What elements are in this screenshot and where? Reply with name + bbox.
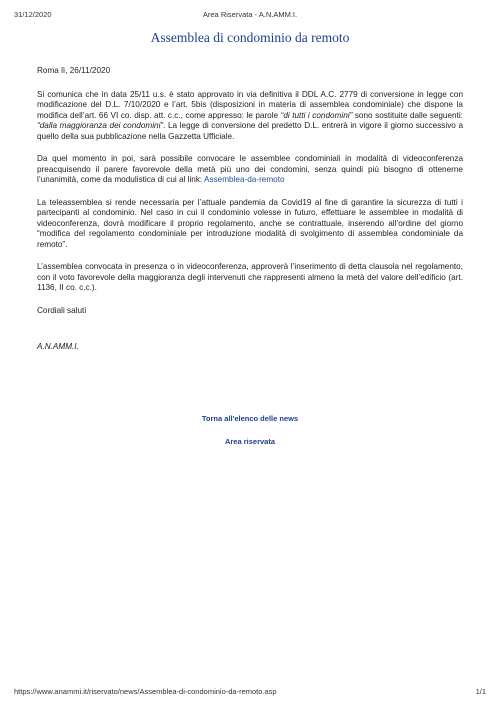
paragraph-approval: L’assemblea convocata in presenza o in videoconferenza, approverà l’inserimento di detta clausola nel regolamento, con il voto favorevole della maggioranza degli intervenuti che rappresenti almeno la metà del valore dell’edificio (art. 1136, II co. c.c.). [37,262,463,292]
assemblea-da-remoto-link[interactable]: Assemblea-da-remoto [204,175,285,184]
print-page-title: Area Riservata - A.N.AMM.I. [202,10,298,19]
nav-links [0,414,500,446]
paragraph-text: Da quel momento in poi, sarà possibile convocare le assemblee condominiali in modalità di videoconferenza preacquisendo il parere favorevole della metà più uno dei condomini, senza quindi più bisogno di ottenerne l’unanimità, come da modulistica di cui al link: [37,154,463,184]
print-header [14,10,486,22]
print-footer [14,687,486,699]
article-body [37,66,463,365]
print-date: 31/12/2020 [14,10,52,19]
paragraph-videoconference [37,154,463,186]
page-count: 1/1 [475,687,486,696]
signature: A.N.AMM.I. [37,342,79,351]
quoted-text: “di tutti i condomini” [280,110,353,120]
back-to-news-link[interactable]: Torna all'elenco delle news [201,414,299,423]
closing-greeting: Cordiali saluti [37,305,87,315]
paragraph-teleassembly: La teleassemblea si rende necessaria per l’attuale pandemia da Covid19 al fine di garantire la sicurezza di tutti i partecipanti al condominio. Nel caso in cui il condominio volesse in futuro, effettuare le assemblee in modalità di videoconferenza, dovrà modificare il proprio regolamento, anche se contrattuale, inserendo all’ordine del giorno “modifica del regolamento condominiale per introduzione modalità di svolgimento di assemblea condominiale da remoto”. [37,197,463,249]
quoted-text: “dalla maggioranza dei condomini” [37,121,164,130]
print-url: https://www.anammi.it/riservato/news/Assemblea-di-condominio-da-remoto.asp [14,687,277,696]
paragraph-law-approval [37,90,463,143]
paragraph-text: sono sostituite dalle seguenti: [352,110,463,120]
reserved-area-link[interactable]: Area riservata [224,437,276,446]
paragraph-text: . La legge di conversione del predetto D.L. entrerà in vigore il giorno successivo a quello della sua pubblicazione nella Gazzetta Ufficiale. [37,121,464,141]
paragraph-text: Si comunica che in data 25/11 u.s. è stato approvato in via definitiva il DDL A.C. 2779 di conversione in legge con modificazione del D.L. 7/10/2020 e l’art. 5bis (disposizioni in materia di assemblea condominiale) che dispone la modifica dell’art. 66 VI co. disp. att. c.c., come appresso: le parole [37,89,463,120]
place-date: Roma lì, 26/11/2020 [37,66,111,75]
page-title: Assemblea di condominio da remoto [150,30,350,45]
